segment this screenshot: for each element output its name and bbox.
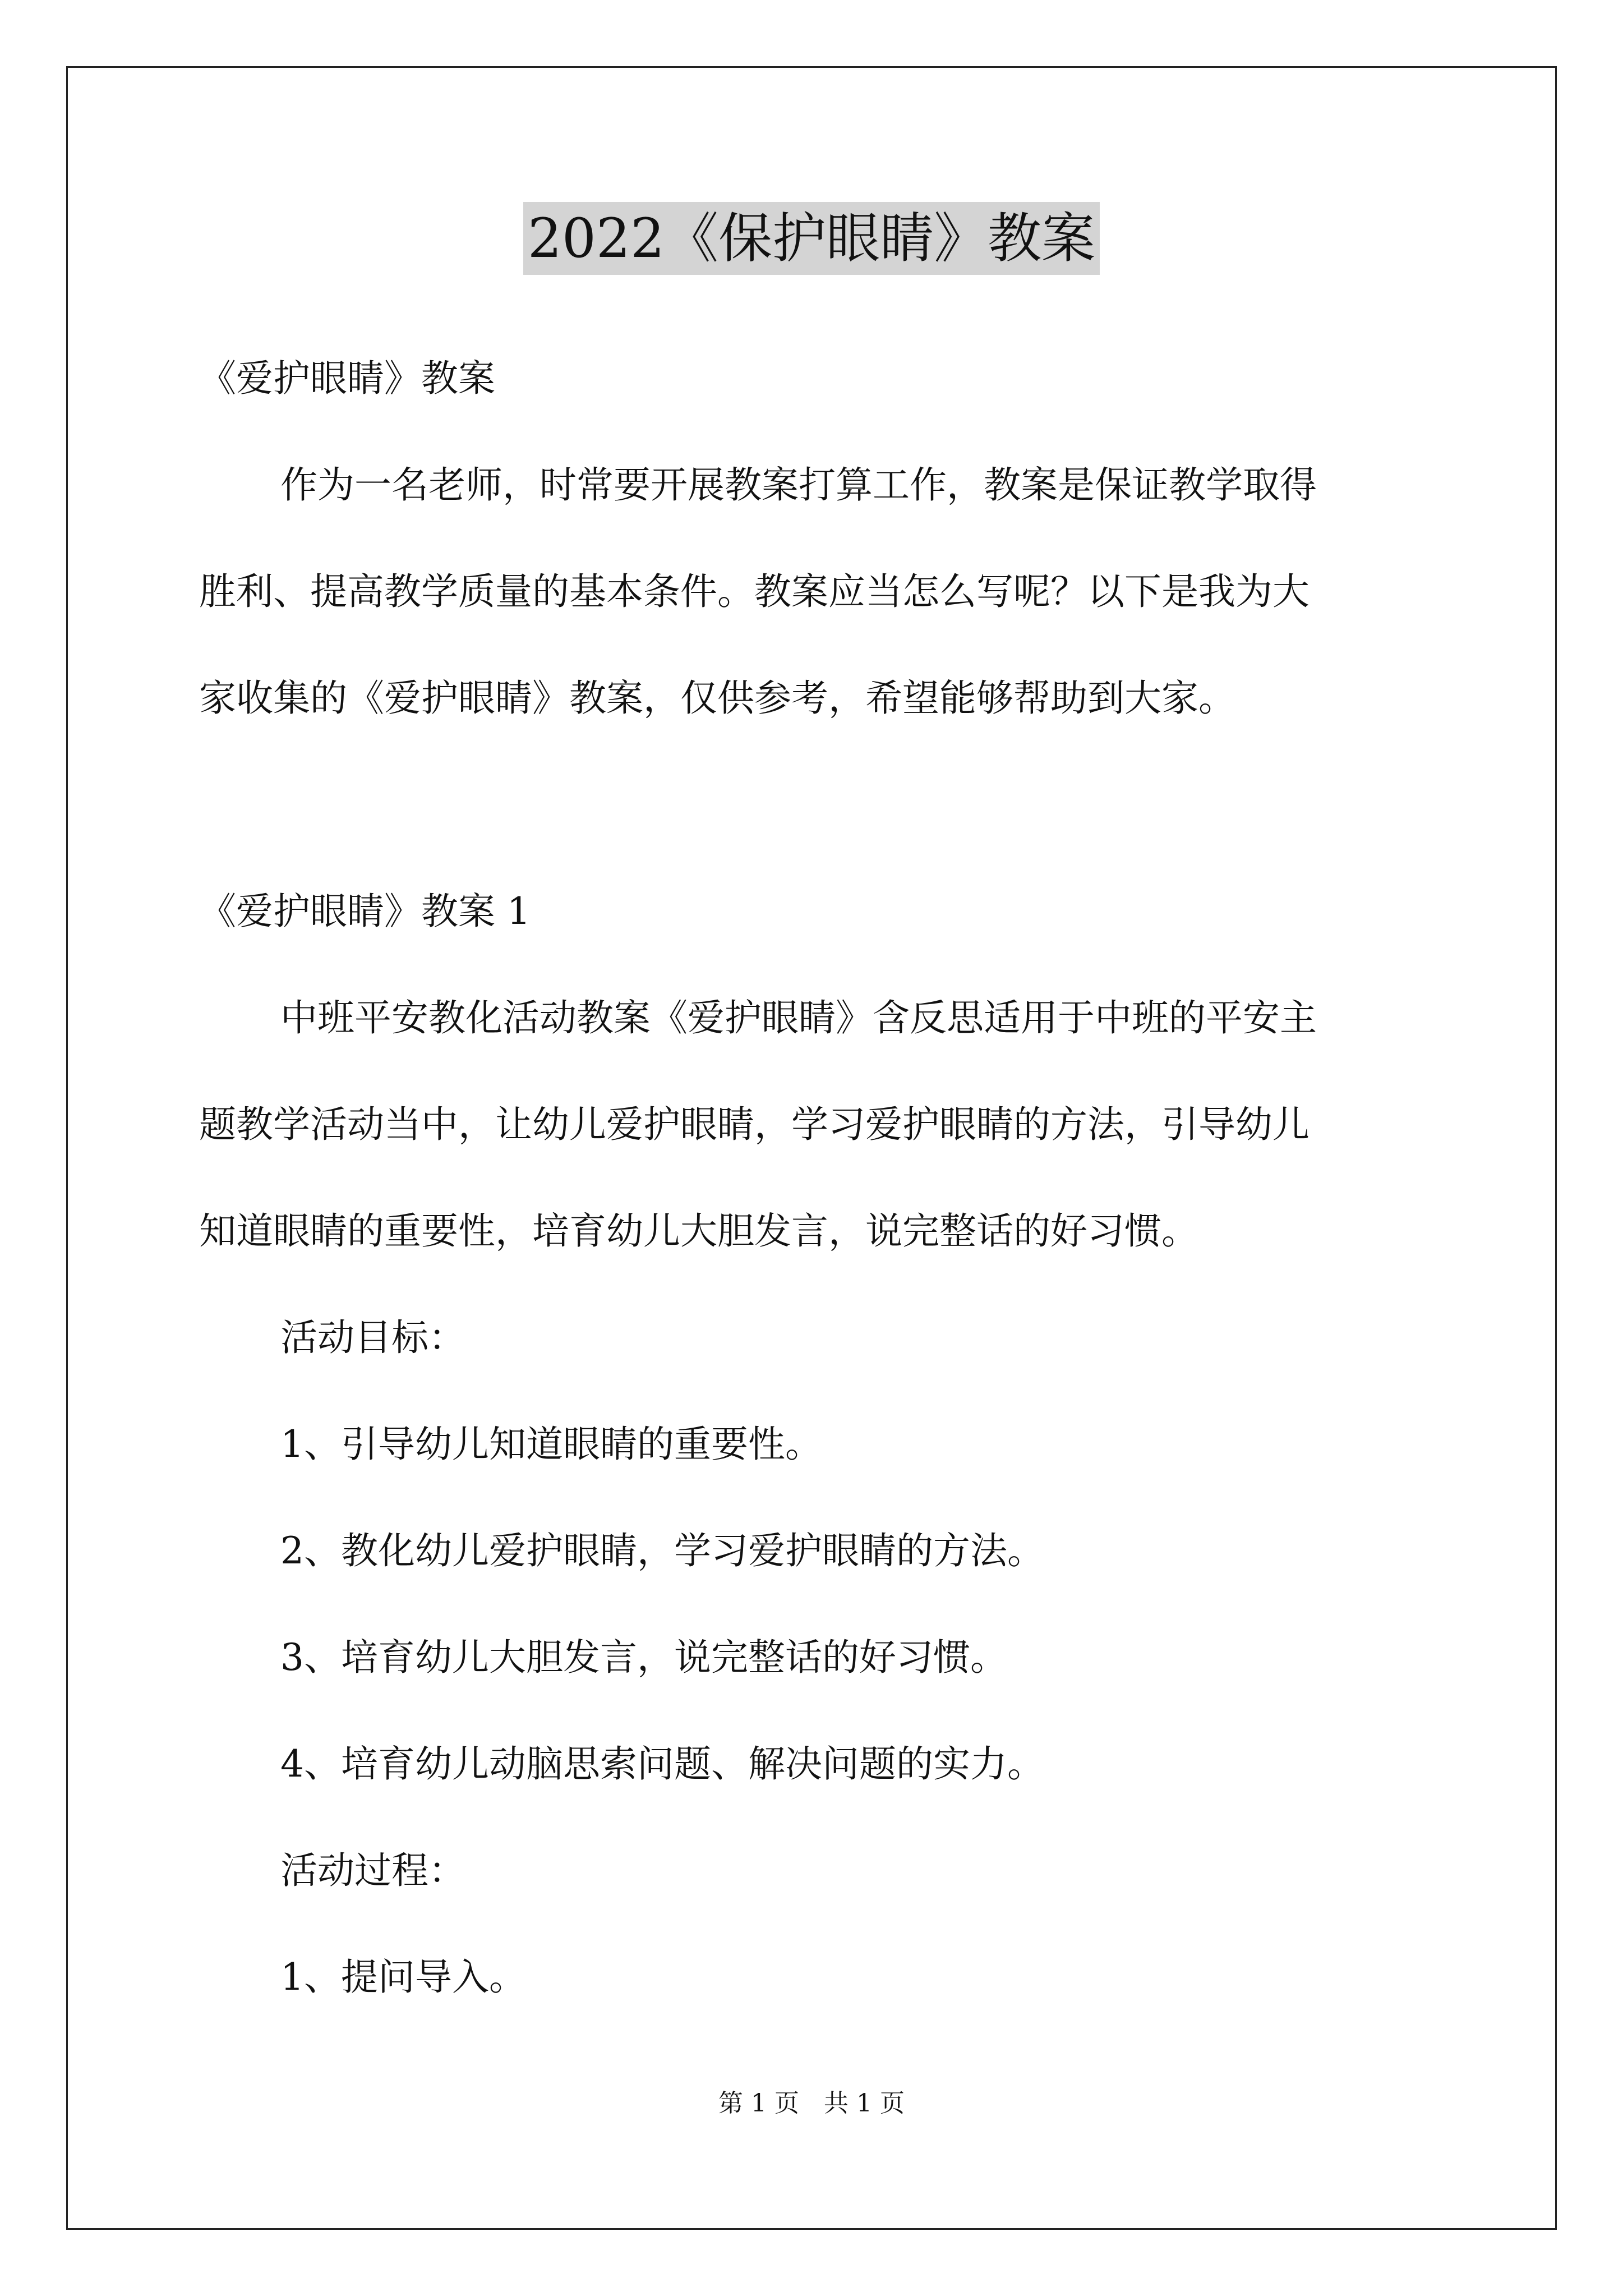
goals-heading: 活动目标： xyxy=(280,1316,465,1359)
document-title: 2022《保护眼睛》教案 xyxy=(0,202,1623,275)
subsection-heading: 《爱护眼睛》教案 1 xyxy=(199,890,531,933)
process-item-1: 1、提问导入。 xyxy=(280,1955,526,1999)
intro-paragraph-line-3: 家收集的《爱护眼睛》教案，仅供参考，希望能够帮助到大家。 xyxy=(199,677,1235,720)
goal-item-1: 1、引导幼儿知道眼睛的重要性。 xyxy=(280,1423,822,1466)
body-paragraph-line-1: 中班平安教化活动教案《爱护眼睛》含反思适用于中班的平安主 xyxy=(280,996,1317,1039)
section-heading: 《爱护眼睛》教案 xyxy=(199,357,495,400)
goal-item-4: 4、培育幼儿动脑思索问题、解决问题的实力。 xyxy=(280,1742,1044,1786)
intro-paragraph-line-2: 胜利、提高教学质量的基本条件。教案应当怎么写呢？以下是我为大 xyxy=(199,570,1310,613)
page-footer: 第 1 页 共 1 页 xyxy=(718,2089,905,2118)
body-paragraph-line-3: 知道眼睛的重要性，培育幼儿大胆发言，说完整话的好习惯。 xyxy=(199,1209,1198,1253)
body-paragraph-line-2: 题教学活动当中，让幼儿爱护眼睛，学习爱护眼睛的方法，引导幼儿 xyxy=(199,1103,1310,1146)
intro-paragraph-line-1: 作为一名老师，时常要开展教案打算工作，教案是保证教学取得 xyxy=(280,463,1317,507)
process-heading: 活动过程： xyxy=(280,1849,465,1892)
goal-item-3: 3、培育幼儿大胆发言，说完整话的好习惯。 xyxy=(280,1636,1007,1679)
goal-item-2: 2、教化幼儿爱护眼睛，学习爱护眼睛的方法。 xyxy=(280,1529,1044,1572)
